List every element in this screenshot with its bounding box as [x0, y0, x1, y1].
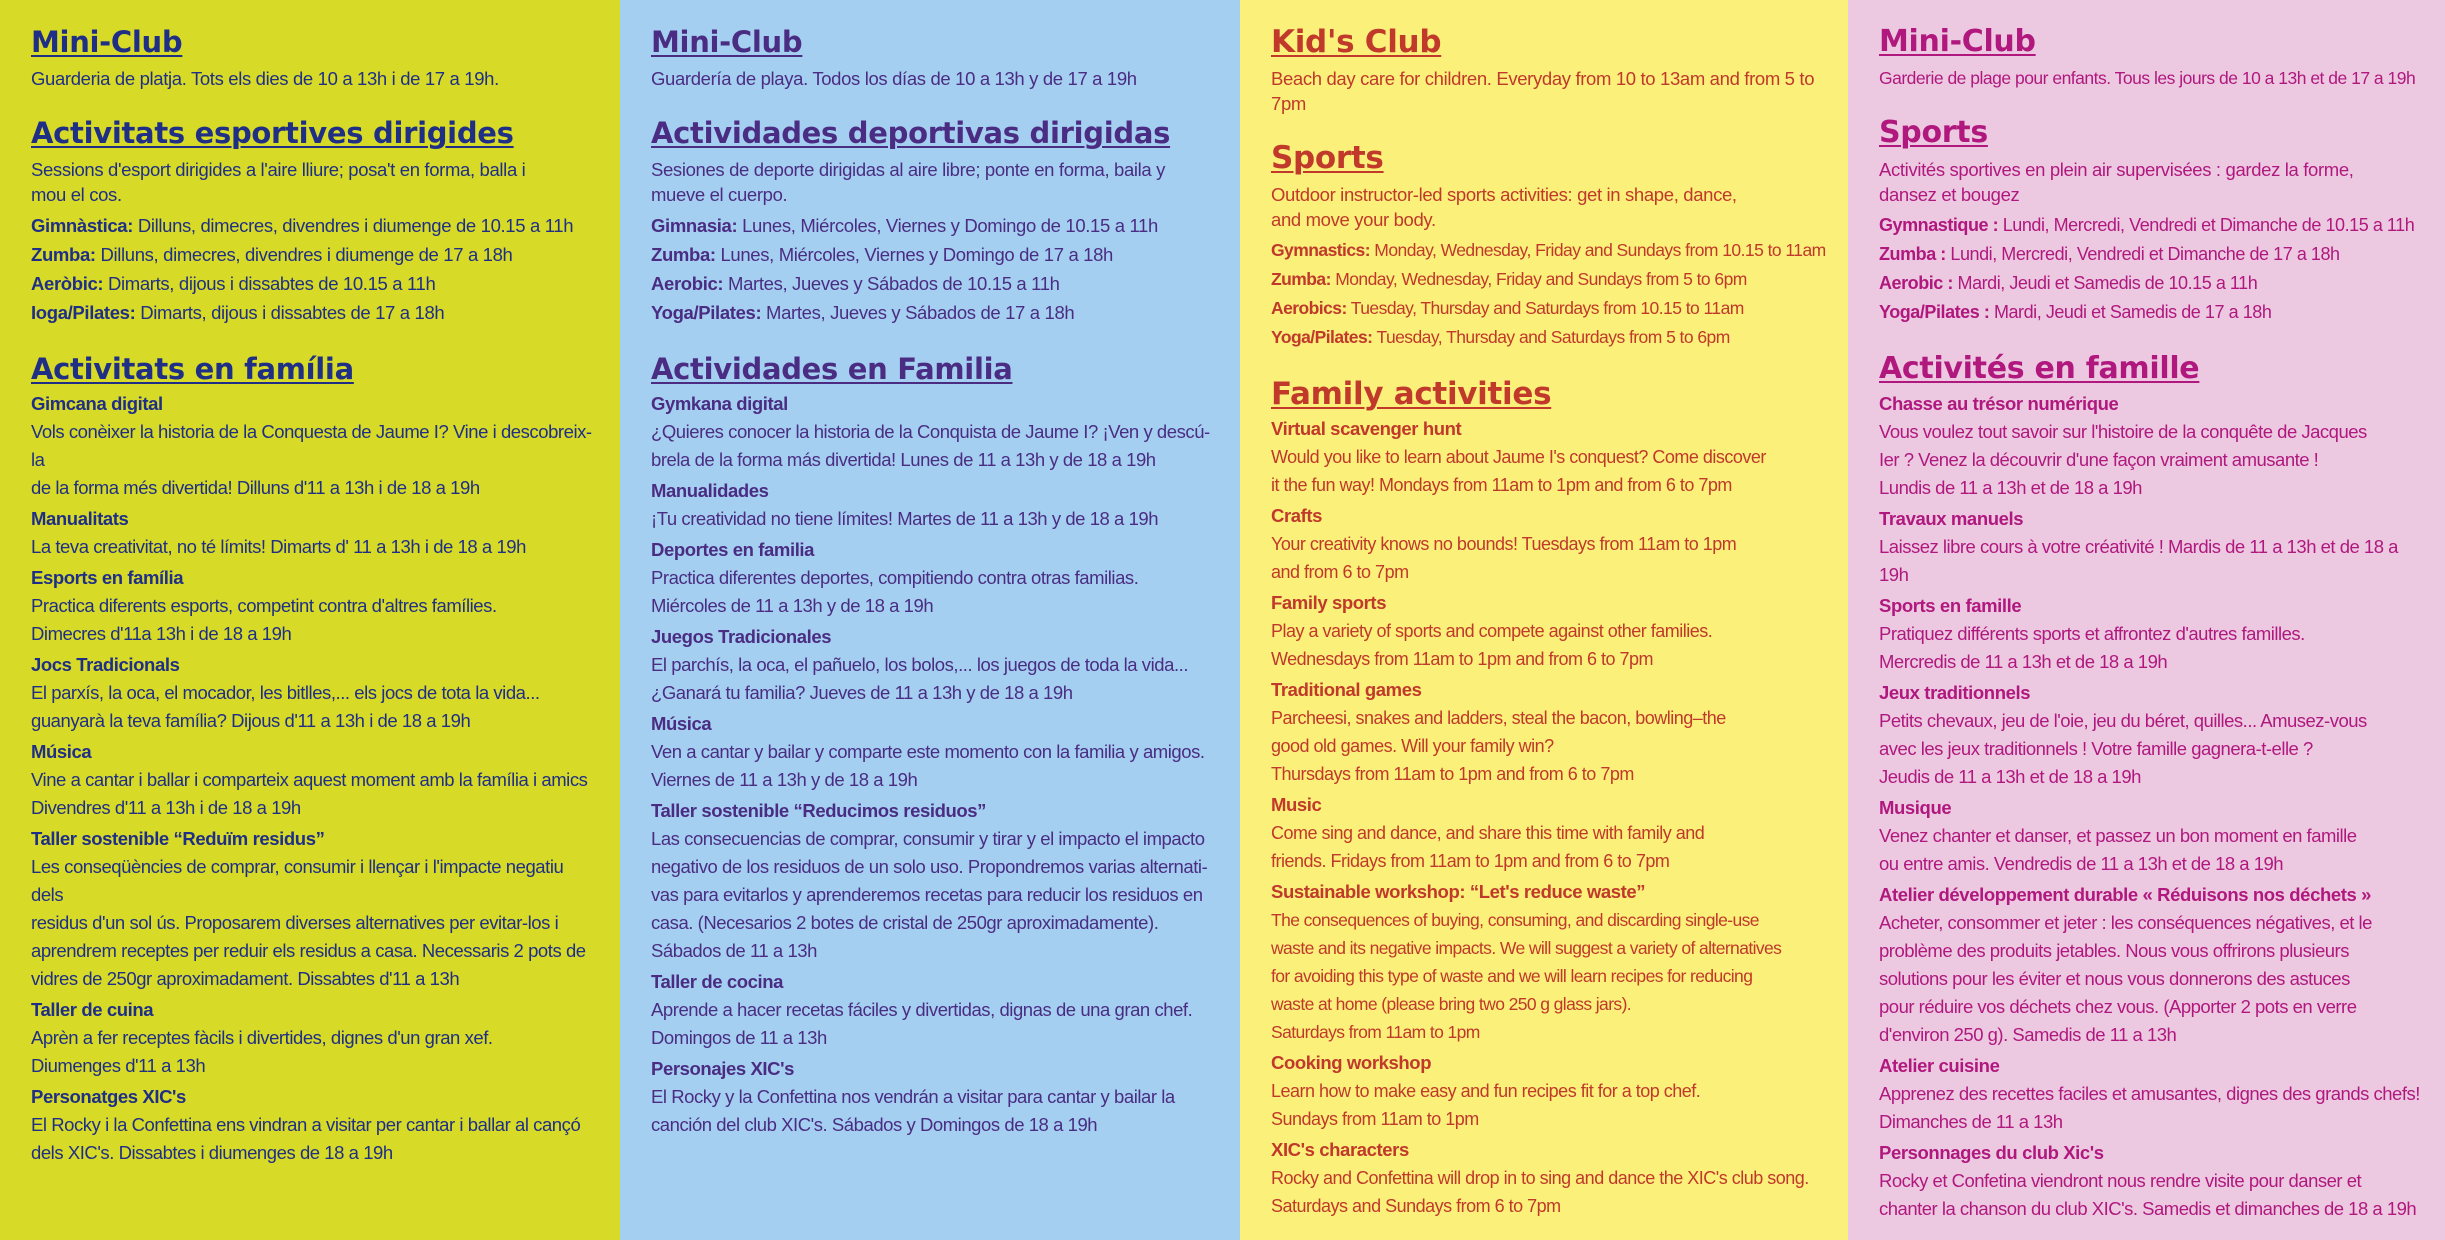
sports-description: Outdoor instructor-led sports activities: get in shape, dance, and move your body. — [1271, 184, 1737, 230]
activity-description: Rocky and Confettina will drop in to sing and dance the XIC's club song. Saturdays and Sundays from 6 to 7pm — [1271, 1168, 1809, 1216]
activity-description: Aprende a hacer recetas fáciles y divertidas, dignas de una gran chef. Domingos de 11 a 13h — [651, 999, 1193, 1048]
activity-description: Venez chanter et danser, et passez un bon moment en famille ou entre amis. Vendredis de 11 a 13h et de 18 a 19h — [1879, 825, 2357, 874]
activity-item — [1879, 504, 2423, 589]
schedule-activity-times: Dilluns, dimecres, divendres i diumenge de 17 a 18h — [95, 244, 513, 265]
activity-item — [1879, 880, 2423, 1049]
family-title: Activitats en família — [31, 352, 354, 386]
activity-title: Juegos Tradicionales — [651, 626, 832, 647]
column-english — [1240, 0, 1848, 1240]
schedule-activity-name: Yoga/Pilates: — [1271, 327, 1373, 347]
activity-title: Manualitats — [31, 508, 129, 529]
activity-title: Sustainable workshop: “Let's reduce waste” — [1271, 881, 1646, 902]
activity-description: Laissez libre cours à votre créativité ! Mardis de 11 a 13h et de 18 a 19h — [1879, 536, 2398, 585]
schedule-activity-name: Gimnasia: — [651, 215, 738, 236]
schedule-activity-times: Mardi, Jeudi et Samedis de 17 a 18h — [1989, 302, 2272, 322]
activity-item — [1879, 1051, 2423, 1136]
activity-title: Gymkana digital — [651, 393, 788, 414]
activity-item — [31, 563, 598, 648]
club-description: Guarderia de platja. Tots els dies de 10 a 13h i de 17 a 19h. — [31, 68, 499, 89]
schedule-line — [1879, 211, 2423, 240]
activity-description: Practica diferents esports, competint contra d'altres famílies. Dimecres d'11a 13h i de 18 a 19h — [31, 595, 497, 644]
activity-description: Las consecuencias de comprar, consumir y tirar y el impacto el impacto negativo de los residuos de un solo uso. Propondremos varias alternati- vas para evitarlos y aprenderemos recetas para reducir los residuos en casa. (Necesarios 2 botes de cristal de 250gr aproximadamente). Sábados de 11 a 13h — [651, 828, 1208, 961]
activity-description: Acheter, consommer et jeter : les conséquences négatives, et le problème des produits jetables. Nous vous offrirons plusieurs solutions pour les éviter et nous vous donnerons des astuces pour réduire vos déchets chez vous. (Apporter 2 pots en verre d'environ 250 g). Samedis de 11 a 13h — [1879, 912, 2372, 1045]
activity-title: Taller de cocina — [651, 971, 784, 992]
schedule-activity-name: Zumba : — [1879, 244, 1946, 264]
schedule-activity-times: Lunes, Miércoles, Viernes y Domingo de 10.15 a 11h — [737, 215, 1158, 236]
activity-title: Taller sostenible “Reducimos residuos” — [651, 800, 987, 821]
schedule-activity-name: Aeròbic: — [31, 273, 104, 294]
schedule-line — [31, 269, 598, 298]
activity-item — [651, 622, 1218, 707]
sports-description: Sessions d'esport dirigides a l'aire lliure; posa't en forma, balla i mou el cos. — [31, 159, 526, 205]
sports-schedule — [1271, 236, 1826, 352]
activity-item — [1879, 591, 2423, 676]
activity-item — [1271, 588, 1826, 673]
schedule-line — [1271, 236, 1826, 265]
activity-title: Atelier cuisine — [1879, 1055, 2000, 1076]
activity-description: Your creativity knows no bounds! Tuesdays from 11am to 1pm and from 6 to 7pm — [1271, 534, 1737, 582]
family-activities — [651, 389, 1218, 1139]
club-description: Guardería de playa. Todos los días de 10 a 13h y de 17 a 19h — [651, 68, 1137, 89]
activity-item — [1271, 790, 1826, 875]
activity-title: Sports en famille — [1879, 595, 2022, 616]
activity-title: Musique — [1879, 797, 1952, 818]
schedule-activity-name: Zumba: — [651, 244, 716, 265]
column-french — [1848, 0, 2445, 1240]
activity-title: Gimcana digital — [31, 393, 163, 414]
schedule-activity-name: Aerobics: — [1271, 298, 1347, 318]
schedule-line — [1879, 240, 2423, 269]
schedule-activity-times: Lunes, Miércoles, Viernes y Domingo de 17 a 18h — [715, 244, 1113, 265]
schedule-line — [1879, 269, 2423, 298]
activity-title: Crafts — [1271, 505, 1323, 526]
family-title: Activités en famille — [1879, 351, 2200, 386]
activity-title: Music — [1271, 794, 1322, 815]
activity-item — [1271, 877, 1826, 1046]
activity-item — [31, 1082, 598, 1167]
activity-description: El Rocky y la Confettina nos vendrán a visitar para cantar y bailar la canción del club XIC's. Sábados y Domingos de 18 a 19h — [651, 1086, 1175, 1135]
activity-description: Practica diferentes deportes, compitiendo contra otras familias. Miércoles de 11 a 13h y de 18 a 19h — [651, 567, 1139, 616]
schedule-activity-times: Lundi, Mercredi, Vendredi et Dimanche de 17 a 18h — [1945, 244, 2340, 264]
activity-item — [651, 1054, 1218, 1139]
activity-title: Travaux manuels — [1879, 508, 2024, 529]
schedule-line — [31, 240, 598, 269]
sports-title: Activitats esportives dirigides — [31, 116, 514, 150]
schedule-activity-times: Monday, Wednesday, Friday and Sundays from 5 to 6pm — [1330, 269, 1747, 289]
column-spanish — [620, 0, 1240, 1240]
sports-description: Sesiones de deporte dirigidas al aire libre; ponte en forma, baila y mueve el cuerpo. — [651, 159, 1166, 205]
schedule-activity-times: Lundi, Mercredi, Vendredi et Dimanche de 10.15 a 11h — [1998, 215, 2415, 235]
schedule-activity-times: Tuesday, Thursday and Saturdays from 10.15 to 11am — [1346, 298, 1744, 318]
activity-item — [31, 650, 598, 735]
family-activities — [1879, 389, 2423, 1223]
activity-item — [651, 476, 1218, 533]
schedule-activity-name: Aerobic: — [651, 273, 724, 294]
activity-description: Aprèn a fer receptes fàcils i divertides, dignes d'un gran xef. Diumenges d'11 a 13h — [31, 1027, 493, 1076]
activity-description: Parcheesi, snakes and ladders, steal the bacon, bowling–the good old games. Will your family win? Thursdays from 11am to 1pm and from 6 to 7pm — [1271, 708, 1726, 784]
schedule-activity-times: Martes, Jueves y Sábados de 10.15 a 11h — [723, 273, 1060, 294]
column-catalan — [0, 0, 620, 1240]
club-title: Kid's Club — [1271, 24, 1442, 60]
schedule-line — [651, 211, 1218, 240]
schedule-activity-name: Aerobic : — [1879, 273, 1953, 293]
activity-description: Play a variety of sports and compete against other families. Wednesdays from 11am to 1pm and from 6 to 7pm — [1271, 621, 1713, 669]
activity-description: ¿Quieres conocer la historia de la Conquista de Jaume I? ¡Ven y descú- brela de la forma más divertida! Lunes de 11 a 13h y de 18 a 19h — [651, 421, 1210, 470]
activity-title: Jocs Tradicionals — [31, 654, 180, 675]
sports-title: Sports — [1271, 140, 1384, 176]
activity-title: Personajes XIC's — [651, 1058, 794, 1079]
activity-title: Personnages du club Xic's — [1879, 1142, 2104, 1163]
activity-description: Learn how to make easy and fun recipes fit for a top chef. Sundays from 11am to 1pm — [1271, 1081, 1701, 1129]
activity-item — [1271, 1135, 1826, 1220]
schedule-activity-name: Zumba: — [31, 244, 96, 265]
schedule-activity-name: Ioga/Pilates: — [31, 302, 136, 323]
schedule-activity-name: Yoga/Pilates : — [1879, 302, 1990, 322]
schedule-activity-times: Martes, Jueves y Sábados de 17 a 18h — [761, 302, 1075, 323]
activity-title: Chasse au trésor numérique — [1879, 393, 2119, 414]
schedule-activity-name: Gymnastique : — [1879, 215, 1999, 235]
sports-title: Actividades deportivas dirigidas — [651, 116, 1171, 150]
activity-description: Come sing and dance, and share this time with family and friends. Fridays from 11am to 1pm and from 6 to 7pm — [1271, 823, 1705, 871]
schedule-activity-name: Zumba: — [1271, 269, 1331, 289]
activity-description: Ven a cantar y bailar y comparte este momento con la familia y amigos. Viernes de 11 a 13h y de 18 a 19h — [651, 741, 1205, 790]
schedule-line — [1879, 298, 2423, 327]
activity-item — [1879, 678, 2423, 791]
sports-schedule — [651, 211, 1218, 327]
activity-item — [31, 504, 598, 561]
activity-item — [651, 389, 1218, 474]
activity-description: ¡Tu creatividad no tiene límites! Martes de 11 a 13h y de 18 a 19h — [651, 508, 1159, 529]
activity-item — [1879, 1138, 2423, 1223]
schedule-line — [31, 298, 598, 327]
activity-description: Vine a cantar i ballar i comparteix aquest moment amb la família i amics Divendres d'11 a 13h i de 18 a 19h — [31, 769, 588, 818]
activity-item — [651, 535, 1218, 620]
activity-item — [31, 737, 598, 822]
schedule-line — [651, 240, 1218, 269]
activity-title: Esports en família — [31, 567, 184, 588]
club-description: Garderie de plage pour enfants. Tous les jours de 10 a 13h et de 17 a 19h — [1879, 68, 2416, 88]
sports-title: Sports — [1879, 115, 1988, 150]
activity-title: Jeux traditionnels — [1879, 682, 2031, 703]
activity-title: Música — [651, 713, 712, 734]
activity-title: XIC's characters — [1271, 1139, 1409, 1160]
activity-item — [651, 967, 1218, 1052]
activity-title: Taller sostenible “Reduïm residus” — [31, 828, 325, 849]
schedule-activity-times: Dilluns, dimecres, divendres i diumenge de 10.15 a 11h — [133, 215, 574, 236]
schedule-activity-times: Dimarts, dijous i dissabtes de 10.15 a 11h — [103, 273, 436, 294]
activity-item — [1271, 414, 1826, 499]
activity-item — [31, 824, 598, 993]
activity-description: Les conseqüències de comprar, consumir i llençar i l'impacte negatiu dels residus d'un sol ús. Proposarem diverses alternatives per evitar-los i aprendrem receptes per reduir els residus a casa. Necessaris 2 pots de vidres de 250gr aproximadament. Dissabtes d'11 a 13h — [31, 856, 586, 989]
activity-description: Vous voulez tout savoir sur l'histoire de la conquête de Jacques Ier ? Venez la découvrir d'une façon vraiment amusante ! Lundis de 11 a 13h et de 18 a 19h — [1879, 421, 2367, 498]
activity-description: Would you like to learn about Jaume I's conquest? Come discover it the fun way! Mondays from 11am to 1pm and from 6 to 7pm — [1271, 447, 1766, 495]
club-description: Beach day care for children. Everyday from 10 to 13am and from 5 to 7pm — [1271, 68, 1815, 114]
schedule-activity-times: Monday, Wednesday, Friday and Sundays from 10.15 to 11am — [1370, 240, 1826, 260]
activity-title: Family sports — [1271, 592, 1387, 613]
activity-item — [31, 389, 598, 502]
sports-schedule — [31, 211, 598, 327]
schedule-activity-times: Mardi, Jeudi et Samedis de 10.15 a 11h — [1952, 273, 2258, 293]
schedule-line — [1271, 323, 1826, 352]
activity-title: Atelier développement durable « Réduisons nos déchets » — [1879, 884, 2372, 905]
schedule-activity-name: Gymnastics: — [1271, 240, 1370, 260]
activity-title: Manualidades — [651, 480, 769, 501]
activity-description: Apprenez des recettes faciles et amusantes, dignes des grands chefs! Dimanches de 11 a 13h — [1879, 1083, 2420, 1132]
club-title: Mini-Club — [1879, 24, 2036, 59]
activity-title: Música — [31, 741, 92, 762]
activity-description: Petits chevaux, jeu de l'oie, jeu du béret, quilles... Amusez-vous avec les jeux traditionnels ! Votre famille gagnera-t-elle ? Jeudis de 11 a 13h et de 18 a 19h — [1879, 710, 2367, 787]
activity-item — [31, 995, 598, 1080]
club-title: Mini-Club — [651, 25, 803, 59]
club-title: Mini-Club — [31, 25, 183, 59]
schedule-line — [1271, 265, 1826, 294]
activity-description: El parchís, la oca, el pañuelo, los bolos,... los juegos de toda la vida... ¿Ganará tu familia? Jueves de 11 a 13h y de 18 a 19h — [651, 654, 1189, 703]
activity-item — [1271, 675, 1826, 788]
activity-title: Taller de cuina — [31, 999, 154, 1020]
activity-title: Cooking workshop — [1271, 1052, 1432, 1073]
activity-item — [1879, 793, 2423, 878]
activity-description: Vols conèixer la historia de la Conquesta de Jaume I? Vine i descobreix-la de la forma més divertida! Dilluns d'11 a 13h i de 18 a 19h — [31, 421, 592, 498]
activity-item — [1271, 1048, 1826, 1133]
schedule-line — [31, 211, 598, 240]
activity-description: La teva creativitat, no té límits! Dimarts d' 11 a 13h i de 18 a 19h — [31, 536, 526, 557]
schedule-line — [651, 269, 1218, 298]
activity-item — [651, 796, 1218, 965]
activity-description: El Rocky i la Confettina ens vindran a visitar per cantar i ballar al cançó dels XIC's. Dissabtes i diumenges de 18 a 19h — [31, 1114, 581, 1163]
activity-title: Deportes en familia — [651, 539, 815, 560]
schedule-line — [1271, 294, 1826, 323]
schedule-activity-times: Tuesday, Thursday and Saturdays from 5 to 6pm — [1372, 327, 1730, 347]
activity-description: El parxís, la oca, el mocador, les bitlles,... els jocs de tota la vida... guanyarà la teva família? Dijous d'11 a 13h i de 18 a 19h — [31, 682, 540, 731]
activity-item — [1879, 389, 2423, 502]
schedule-activity-name: Gimnàstica: — [31, 215, 134, 236]
family-title: Actividades en Familia — [651, 352, 1013, 386]
family-activities — [31, 389, 598, 1167]
family-title: Family activities — [1271, 376, 1552, 412]
activity-title: Personatges XIC's — [31, 1086, 186, 1107]
activity-title: Virtual scavenger hunt — [1271, 418, 1462, 439]
schedule-activity-times: Dimarts, dijous i dissabtes de 17 a 18h — [135, 302, 445, 323]
family-activities — [1271, 414, 1826, 1220]
sports-description: Activités sportives en plein air supervisées : gardez la forme, dansez et bougez — [1879, 159, 2354, 205]
activity-item — [1271, 501, 1826, 586]
activity-description: Pratiquez différents sports et affrontez d'autres familles. Mercredis de 11 a 13h et de 18 a 19h — [1879, 623, 2305, 672]
schedule-line — [651, 298, 1218, 327]
sports-schedule — [1879, 211, 2423, 327]
schedule-activity-name: Yoga/Pilates: — [651, 302, 762, 323]
activity-item — [651, 709, 1218, 794]
activity-description: Rocky et Confetina viendront nous rendre visite pour danser et chanter la chanson du club XIC's. Samedis et dimanches de 18 a 19h — [1879, 1170, 2417, 1219]
activity-description: The consequences of buying, consuming, and discarding single-use waste and its negative impacts. We will suggest a variety of alternatives for avoiding this type of waste and we will learn recipes for reducing waste at home (please bring two 250 g glass jars). Saturdays from 11am to 1pm — [1271, 910, 1782, 1042]
activity-title: Traditional games — [1271, 679, 1422, 700]
